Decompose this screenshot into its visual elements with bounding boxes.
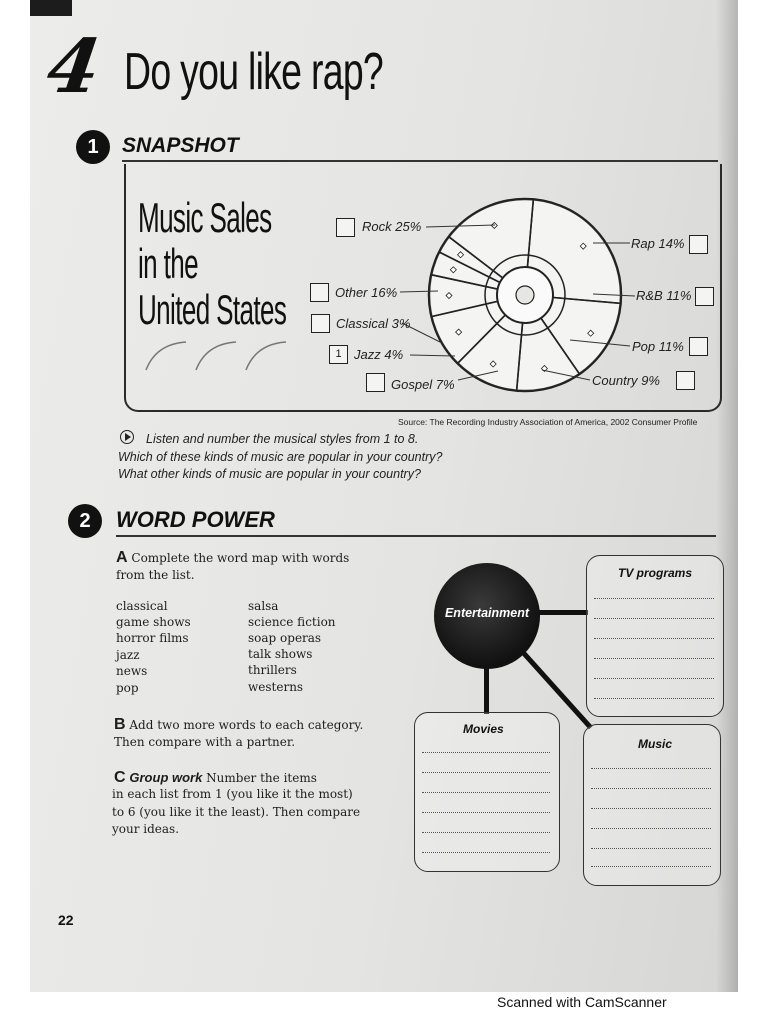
legend-pop: Pop 11%	[632, 339, 684, 354]
write-line[interactable]	[594, 658, 714, 659]
write-line[interactable]	[591, 848, 711, 849]
write-line[interactable]	[422, 852, 550, 853]
write-line[interactable]	[594, 618, 714, 619]
exercise-c-text: Number the items	[202, 771, 317, 785]
word-power-title: WORD POWER	[116, 507, 275, 532]
legend-classical: Classical 3%	[336, 316, 411, 331]
rnb-checkbox[interactable]	[695, 287, 714, 306]
exercise-a-line-1	[116, 549, 349, 567]
unit-number: 4	[41, 24, 106, 110]
exercise-b-line-2: Then compare with a partner.	[114, 735, 296, 749]
word-item: jazz	[116, 648, 140, 662]
rap-checkbox[interactable]	[689, 235, 708, 254]
word-item: science fiction	[248, 615, 336, 629]
legend-other: Other 16%	[335, 285, 398, 300]
cd-arcs-decoration	[138, 336, 298, 376]
instruction-2: Which of these kinds of music are popular in your country?	[118, 450, 443, 464]
entertainment-label: Entertainment	[444, 606, 530, 620]
legend-rnb: R&B 11%	[636, 288, 692, 303]
rock-checkbox[interactable]	[336, 218, 355, 237]
classical-checkbox[interactable]	[311, 314, 330, 333]
jazz-checkbox[interactable]: 1	[329, 345, 348, 364]
legend-jazz: Jazz 4%	[354, 347, 404, 362]
music-sales-pie-chart	[420, 190, 630, 400]
exercise-c-line-1	[114, 769, 317, 787]
page-number: 22	[58, 912, 74, 928]
instruction-3: What other kinds of music are popular in your country?	[118, 467, 421, 481]
group-work-label: Group work	[129, 770, 203, 785]
write-line[interactable]	[422, 832, 550, 833]
exercise-a-text: Complete the word map with words	[131, 551, 350, 565]
write-line[interactable]	[591, 768, 711, 769]
write-line[interactable]	[422, 792, 550, 793]
heading-line: Music Sales	[138, 194, 272, 241]
write-line[interactable]	[591, 788, 711, 789]
section-1-badge: 1	[76, 130, 110, 164]
exercise-b-line-1	[114, 716, 363, 734]
connector-movies	[484, 664, 489, 714]
word-item: soap operas	[248, 631, 322, 645]
word-item: pop	[116, 681, 139, 695]
word-item: classical	[116, 599, 168, 613]
exercise-b-letter: B	[114, 716, 126, 733]
country-checkbox[interactable]	[676, 371, 695, 390]
write-line[interactable]	[594, 698, 714, 699]
write-line[interactable]	[422, 772, 550, 773]
legend-rap: Rap 14%	[631, 236, 685, 251]
legend-gospel: Gospel 7%	[391, 377, 455, 392]
word-item: westerns	[248, 680, 304, 694]
legend-country: Country 9%	[592, 373, 660, 388]
movies-label: Movies	[463, 722, 504, 736]
snapshot-title: SNAPSHOT	[122, 134, 239, 157]
word-item: talk shows	[248, 647, 313, 661]
section-2-badge: 2	[68, 504, 102, 538]
pop-checkbox[interactable]	[689, 337, 708, 356]
unit-title: Do you like rap?	[124, 43, 384, 101]
write-line[interactable]	[591, 808, 711, 809]
write-line[interactable]	[591, 828, 711, 829]
audio-play-icon[interactable]	[120, 430, 134, 444]
section-2-rule	[116, 535, 716, 537]
music-label: Music	[638, 737, 673, 751]
source-note: Source: The Recording Industry Association of America, 2002 Consumer Profile	[398, 417, 698, 427]
exercise-c-line-2: in each list from 1 (you like it the most)	[112, 787, 353, 801]
word-item: salsa	[248, 599, 279, 613]
gospel-checkbox[interactable]	[366, 373, 385, 392]
word-item: game shows	[116, 615, 191, 629]
scanner-watermark: Scanned with CamScanner	[497, 994, 667, 1010]
exercise-c-line-4: your ideas.	[112, 822, 180, 836]
connector-tv	[538, 610, 588, 615]
exercise-a-letter: A	[116, 549, 128, 566]
word-item: news	[116, 664, 148, 678]
textbook-page	[30, 0, 738, 992]
write-line[interactable]	[594, 638, 714, 639]
cd-hole	[516, 286, 534, 304]
tv-programs-label: TV programs	[618, 566, 693, 580]
heading-line: United States	[138, 286, 287, 333]
write-line[interactable]	[594, 598, 714, 599]
exercise-c-letter: C	[114, 769, 126, 786]
exercise-c-line-3: to 6 (you like it the least). Then compare	[112, 805, 361, 819]
legend-rock: Rock 25%	[362, 219, 422, 234]
write-line[interactable]	[591, 866, 711, 867]
section-1-rule	[122, 160, 718, 162]
write-line[interactable]	[422, 752, 550, 753]
word-item: thrillers	[248, 663, 297, 677]
instruction-1: Listen and number the musical styles from 1 to 8.	[146, 432, 419, 446]
exercise-a-line-2: from the list.	[116, 568, 195, 582]
music-sales-heading	[138, 195, 286, 333]
write-line[interactable]	[422, 812, 550, 813]
write-line[interactable]	[594, 678, 714, 679]
scan-edge	[30, 0, 72, 16]
other-checkbox[interactable]	[310, 283, 329, 302]
exercise-b-text: Add two more words to each category.	[129, 718, 364, 732]
heading-line: in the	[138, 240, 198, 287]
word-item: horror films	[116, 631, 189, 645]
